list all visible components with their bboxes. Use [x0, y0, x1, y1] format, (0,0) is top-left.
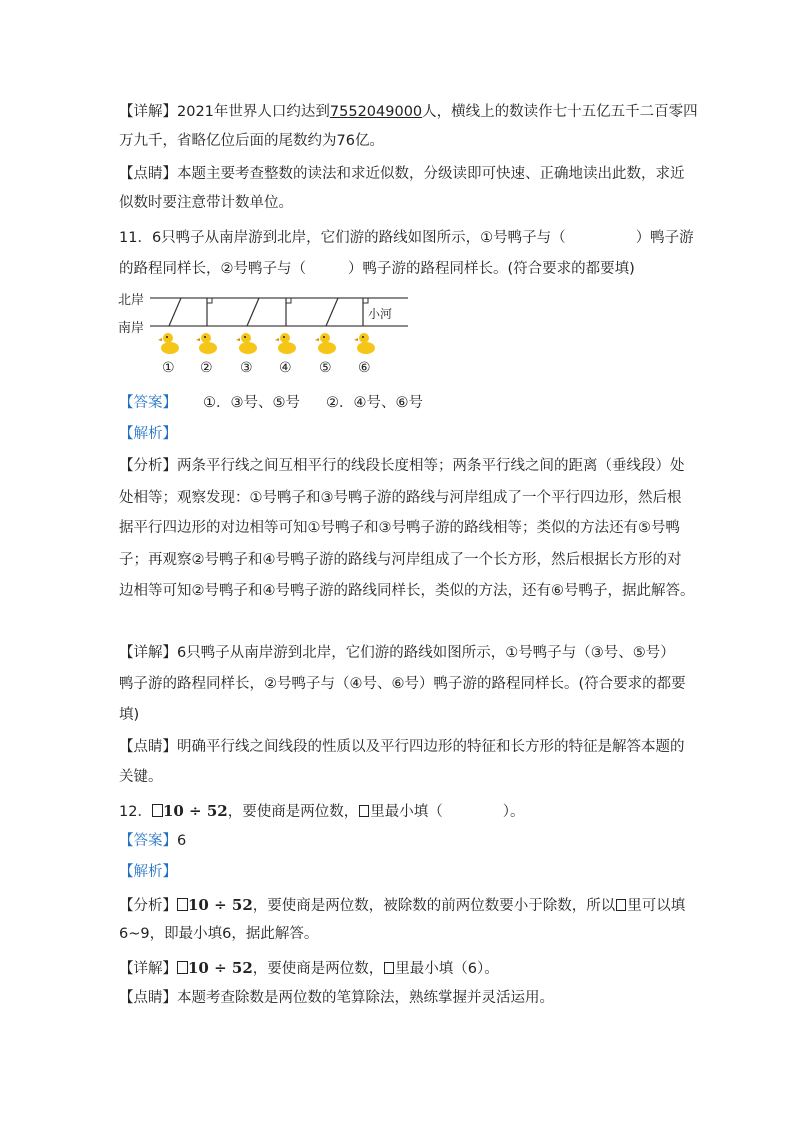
analysis-tag: 【分析】 — [119, 458, 177, 474]
blank-square-icon — [177, 961, 188, 974]
analysis-line-5: 边相等可知②号鸭子和④号鸭子游的路线同样长，类似的方法，还有⑥号鸭子，据此解答。 — [119, 583, 695, 599]
duck-icon — [354, 330, 378, 356]
duck-icon — [158, 330, 182, 356]
key-point-11-line-2: 关键。 — [119, 769, 163, 785]
duck-number-3: ③ — [240, 360, 253, 376]
division-expression: 10 ÷ 52 — [162, 802, 228, 820]
detail-line-1: 【详解】2021年世界人口约达到7552049000人，横线上的数读作七十五亿五千二百零四 — [119, 104, 698, 120]
detail-11-line-2: 鸭子游的路程同样长，②号鸭子与（④号、⑥号）鸭子游的路程同样长。(符合要求的都要 — [119, 676, 686, 692]
key-point-line-1: 【点睛】本题主要考查整数的读法和求近似数，分级读即可快速、正确地读出此数，求近 — [119, 166, 685, 182]
right-angle-mark-4 — [286, 298, 291, 303]
analysis-line-4: 子；再观察②号鸭子和④号鸭子游的路线与河岸组成了一个长方形，然后根据长方形的对 — [119, 552, 682, 568]
detail-12-line: 【详解】 10 ÷ 52，要使商是两位数， 里最小填（6）。 — [119, 959, 499, 977]
route-1 — [169, 298, 181, 326]
duck-number-4: ④ — [279, 360, 292, 376]
answer-line — [119, 393, 423, 413]
north-bank-label: 北岸 — [118, 293, 145, 308]
key-point-11-tag: 【点睛】 — [119, 739, 177, 755]
answer-12-tag: 【答案】 — [119, 833, 177, 849]
south-bank-label: 南岸 — [118, 321, 145, 336]
question-12-number: 12． — [119, 804, 152, 820]
analysis-12-line-2: 6~9，即最小填6，据此解答。 — [119, 926, 319, 942]
blank-square-icon — [616, 899, 626, 911]
duck-number-1: ① — [162, 360, 175, 376]
detail-line-2: 万九千，省略亿位后面的尾数约为76亿。 — [119, 133, 384, 149]
analysis-line-2: 处相等；观察发现：①号鸭子和③号鸭子游的路线与河岸组成了一个平行四边形，然后根 — [119, 490, 682, 506]
answer-part-2: ②．④号、⑥号 — [326, 395, 423, 411]
duck-icon — [236, 330, 260, 356]
answer-12-line — [119, 831, 186, 851]
key-point-line-2: 似数时要注意带计数单位。 — [119, 195, 293, 211]
analysis-12-heading: 【解析】 — [119, 864, 177, 880]
detail-11-tag: 【详解】 — [119, 645, 177, 661]
blank-square-icon — [177, 898, 188, 911]
duck-number-2: ② — [200, 360, 213, 376]
key-point-tag: 【点睛】 — [119, 166, 177, 182]
question-11-line-2: 的路程同样长，②号鸭子与（ ）鸭子游的路程同样长。(符合要求的都要填) — [119, 261, 635, 277]
duck-icon — [196, 330, 220, 356]
detail-12-tag: 【详解】 — [119, 961, 177, 977]
analysis-12-line-1: 【分析】 10 ÷ 52，要使商是两位数，被除数的前两位数要小于除数，所以 里可以填 — [119, 896, 686, 914]
duck-number-6: ⑥ — [358, 360, 371, 376]
detail-11-line-1: 【详解】6只鸭子从南岸游到北岸，它们游的路线如图所示，①号鸭子与（③号、⑤号） — [119, 645, 675, 661]
duck-icon — [275, 330, 299, 356]
analysis-line-3: 据平行四边形的对边相等可知①号鸭子和③号鸭子游的路线相等；类似的方法还有⑤号鸭 — [119, 520, 680, 536]
detail-11-line-3: 填) — [119, 707, 140, 723]
right-angle-mark-2 — [207, 298, 212, 303]
right-angle-mark-6 — [363, 298, 368, 303]
answer-12-value: 6 — [177, 833, 187, 849]
river-label: 小河 — [368, 307, 393, 321]
key-point-12-line: 【点睛】本题考查除数是两位数的笔算除法，熟练掌握并灵活运用。 — [119, 990, 554, 1006]
route-5 — [326, 298, 338, 326]
route-3 — [247, 298, 259, 326]
duck-icon — [315, 330, 339, 356]
blank-square-icon — [152, 804, 163, 817]
blank-square-icon — [359, 805, 369, 817]
duck-number-5: ⑤ — [319, 360, 332, 376]
answer-part-1: ①．③号、⑤号 — [203, 395, 300, 411]
answer-tag: 【答案】 — [119, 395, 177, 411]
population-number: 7552049000 — [329, 104, 423, 120]
analysis-heading: 【解析】 — [119, 426, 177, 442]
analysis-line-1: 【分析】两条平行线之间互相平行的线段长度相等；两条平行线之间的距离（垂线段）处 — [119, 458, 685, 474]
key-point-12-tag: 【点睛】 — [119, 990, 177, 1006]
detail-tag: 【详解】 — [119, 104, 177, 120]
key-point-11-line-1: 【点睛】明确平行线之间线段的性质以及平行四边形的特征和长方形的特征是解答本题的 — [119, 739, 685, 755]
question-12-line: 12． 10 ÷ 52，要使商是两位数， 里最小填（ ）。 — [119, 802, 525, 820]
blank-square-icon — [384, 962, 394, 974]
analysis-12-tag: 【分析】 — [119, 898, 177, 914]
question-11-line-1: 11．6只鸭子从南岸游到北岸，它们游的路线如图所示，①号鸭子与（ ）鸭子游 — [119, 230, 694, 246]
